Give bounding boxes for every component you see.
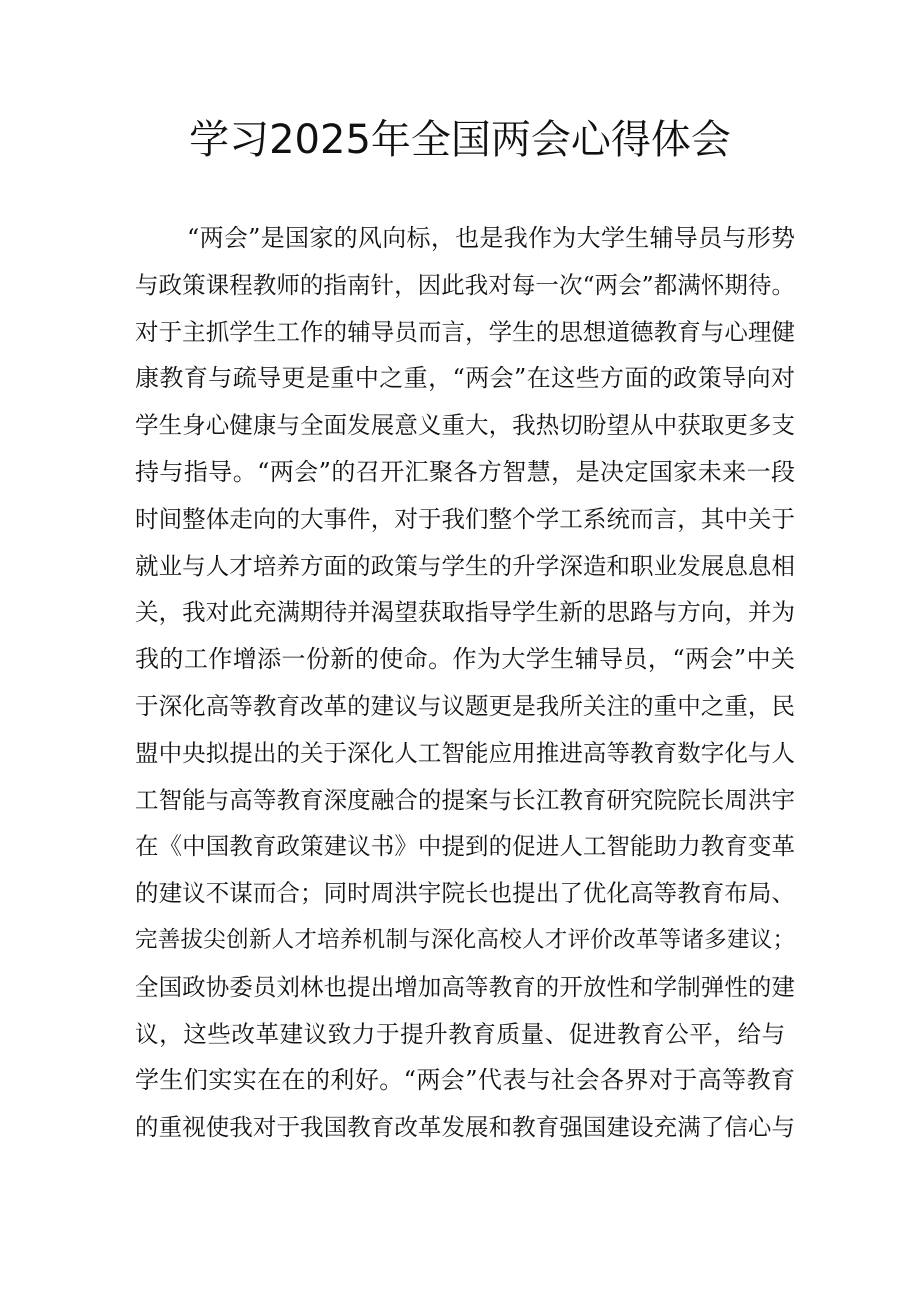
document-title: 学习2025年全国两会心得体会 xyxy=(189,117,731,163)
body-line: 盟中央拟提出的关于深化人工智能应用推进高等教育数字化与人 xyxy=(135,738,795,767)
body-line: 时间整体走向的大事件，对于我们整个学工系统而言，其中关于 xyxy=(135,504,795,533)
body-line: 的重视使我对于我国教育改革发展和教育强国建设充满了信心与 xyxy=(135,1113,795,1142)
body-line: 完善拔尖创新人才培养机制与深化高校人才评价改革等诸多建议； xyxy=(135,926,795,953)
body-line: 工智能与高等教育深度融合的提案与长江教育研究院院长周洪宇 xyxy=(135,785,795,814)
body-line: 学生身心健康与全面发展意义重大，我热切盼望从中获取更多支 xyxy=(135,411,795,440)
body-line: 我的工作增添一份新的使命。作为大学生辅导员，“两会”中关 xyxy=(135,645,795,674)
body-line: 与政策课程教师的指南针，因此我对每一次“两会”都满怀期待。 xyxy=(135,270,795,299)
body-line: 学生们实实在在的利好。“两会”代表与社会各界对于高等教育 xyxy=(135,1066,795,1095)
body-line: 于深化高等教育改革的建议与议题更是我所关注的重中之重，民 xyxy=(135,691,795,720)
body-line: 持与指导。“两会”的召开汇聚各方智慧，是决定国家未来一段 xyxy=(135,457,795,486)
document-body xyxy=(135,215,795,1151)
body-line: 的建议不谋而合；同时周洪宇院长也提出了优化高等教育布局、 xyxy=(135,879,795,908)
body-line: 就业与人才培养方面的政策与学生的升学深造和职业发展息息相 xyxy=(135,551,795,580)
body-line: 关，我对此充满期待并渴望获取指导学生新的思路与方向，并为 xyxy=(135,598,795,627)
body-line: 议，这些改革建议致力于提升教育质量、促进教育公平，给与 xyxy=(135,1019,786,1048)
body-line: “两会”是国家的风向标，也是我作为大学生辅导员与形势 xyxy=(187,224,795,252)
body-line: 康教育与疏导更是重中之重，“两会”在这些方面的政策导向对 xyxy=(135,364,795,393)
body-line: 对于主抓学生工作的辅导员而言，学生的思想道德教育与心理健 xyxy=(135,317,795,346)
body-line: 全国政协委员刘林也提出增加高等教育的开放性和学制弹性的建 xyxy=(135,972,795,1001)
body-line: 在《中国教育政策建议书》中提到的促进人工智能助力教育变革 xyxy=(135,832,795,861)
